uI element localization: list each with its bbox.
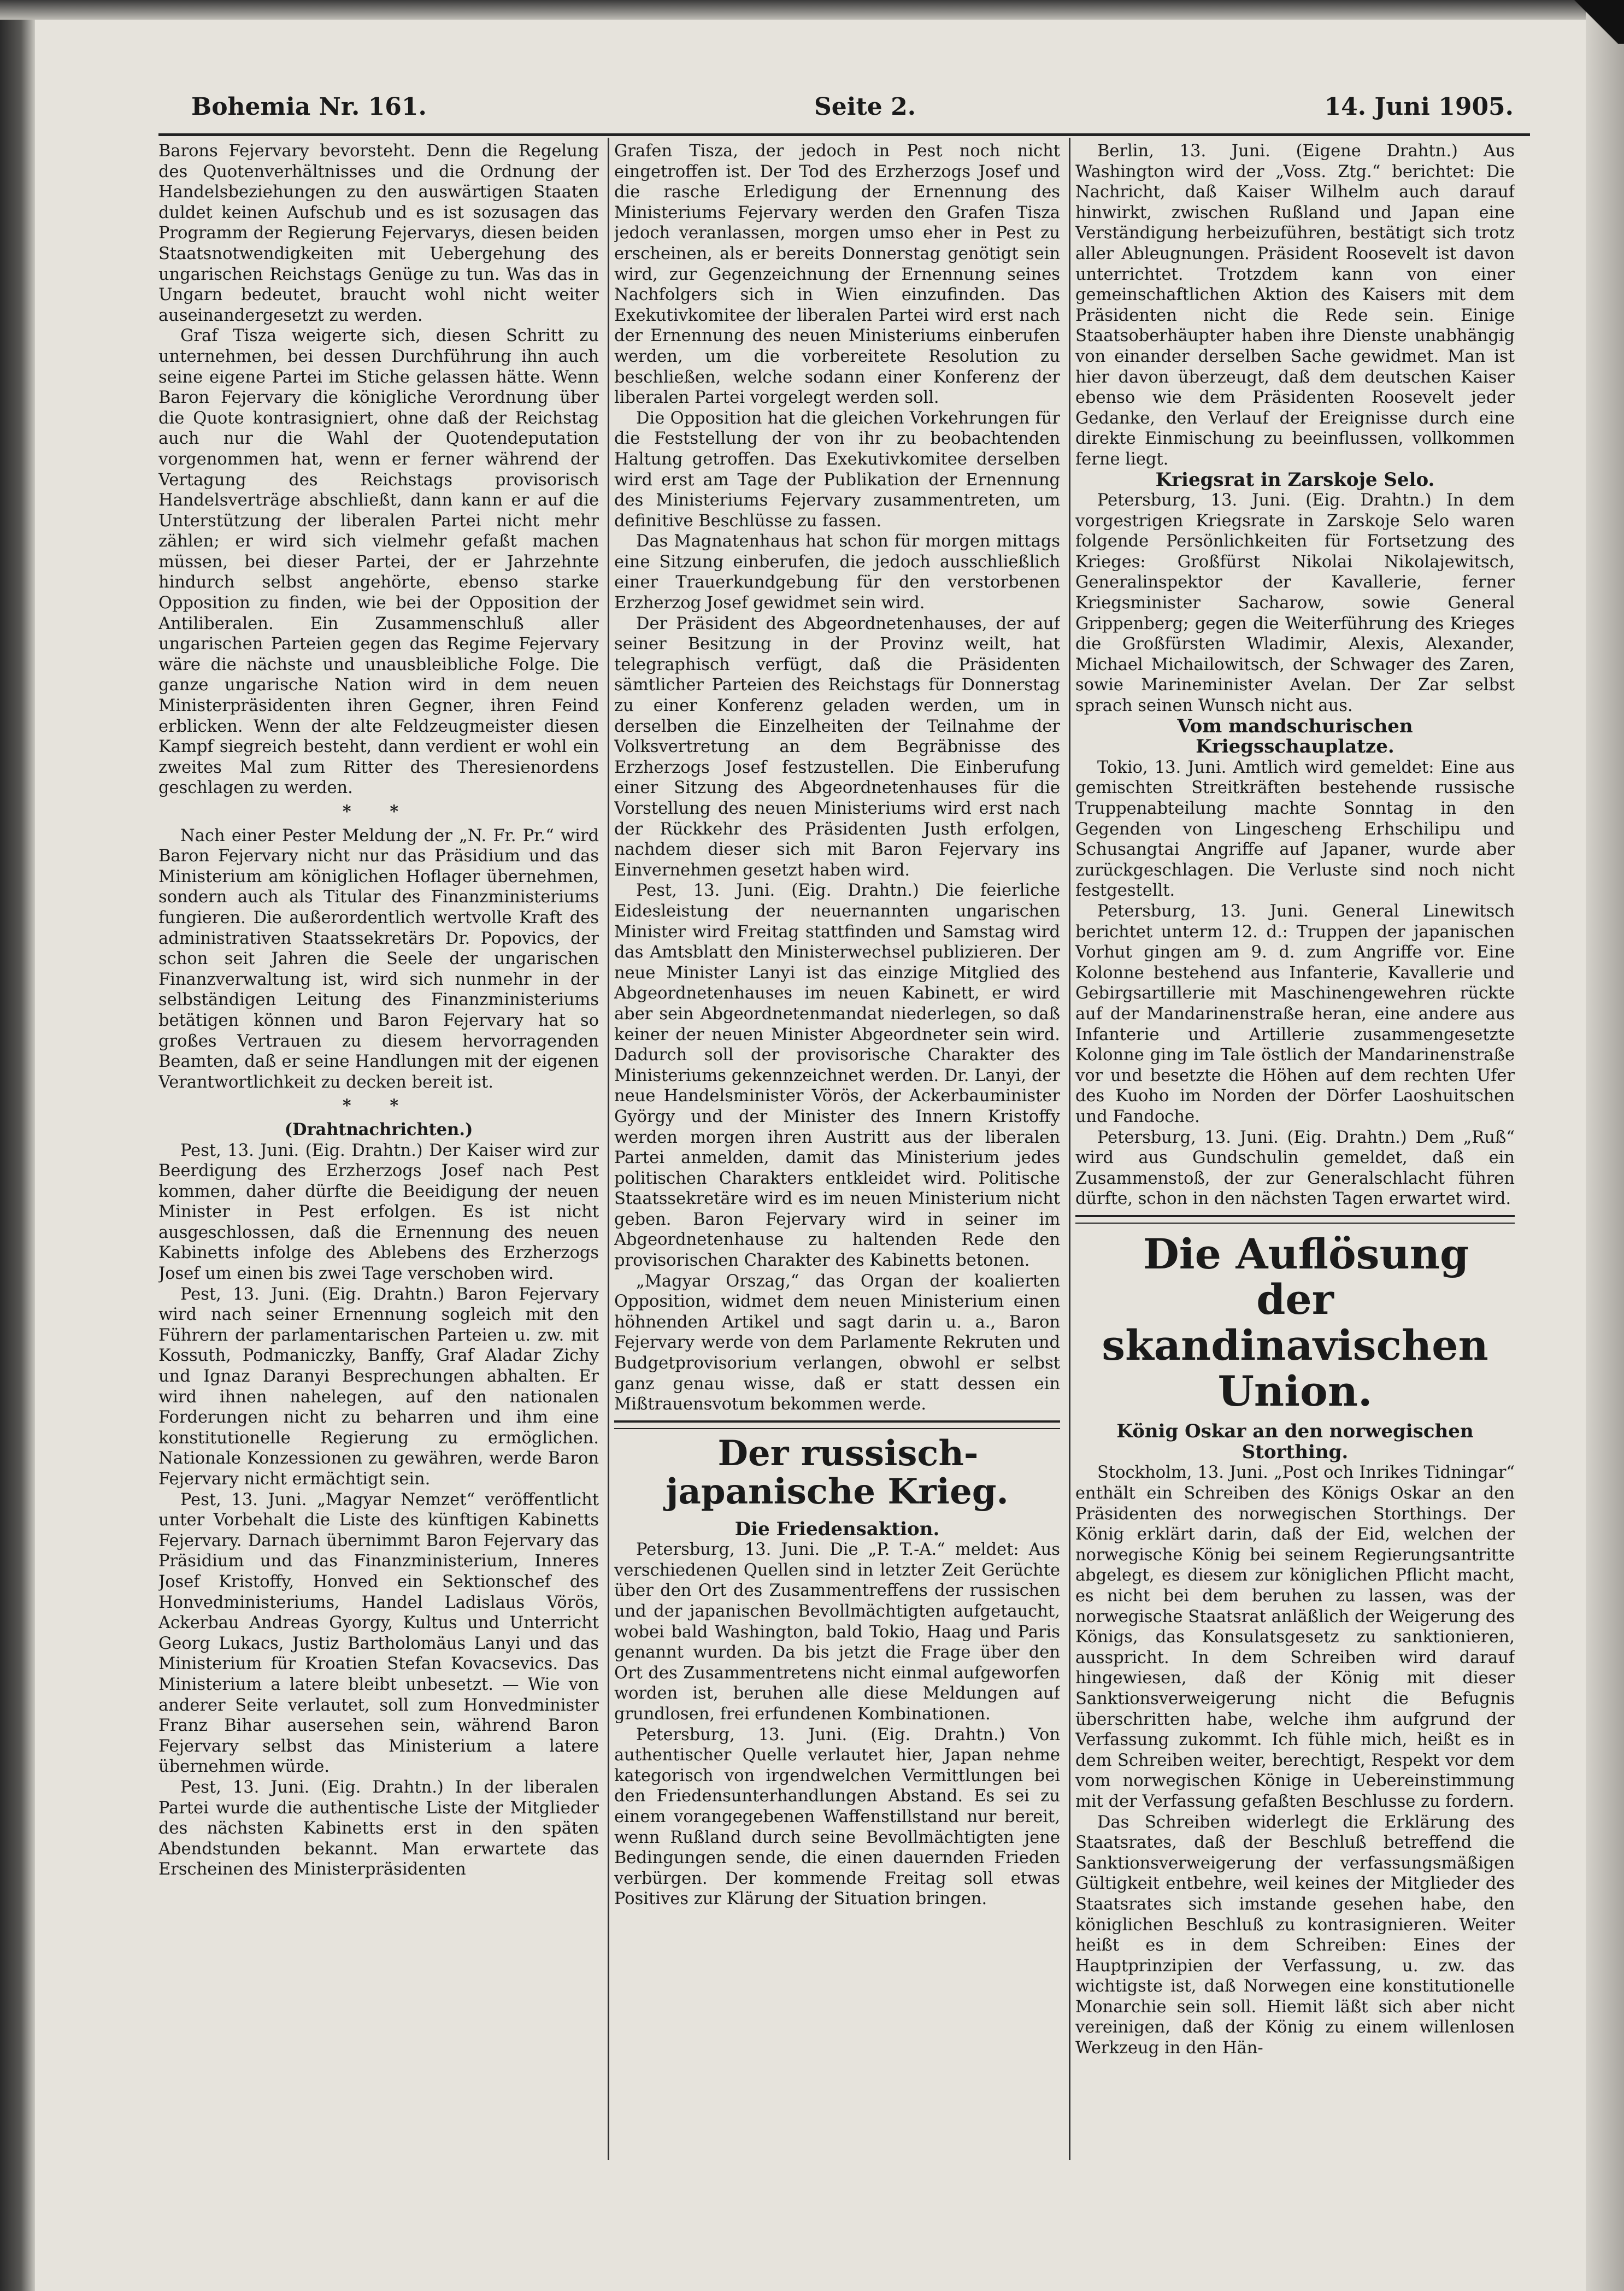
section-heading: Vom mandschurischen Kriegsschauplatze. [1177,715,1413,758]
news-item: Stockholm, 13. Juni. „Post och Inrikes Tidningar“ enthält ein Schreiben des Königs Oskar an den Präsidenten des norwegischen Storthings. Der König erklärt darin, daß der Eid, welchen der norwegische König bei seinem Regierungsantritte abgelegt, es diesem zur königlichen Pflicht macht, es nicht bei dem beruhen zu lassen, was der norwegische Staatsrat anläßlich der Weigerung des Königs, das Konsulatsgesetz zu sanktionieren, ausspricht. In dem Schreiben wird darauf hingewiesen, daß der König mit dieser Sanktionsverweigerung nicht die Befugnis überschritten habe, welche ihm aufgrund der Verfassung zukommt. Ich fühle mich, heißt es in dem Schreiben weiter, berechtigt, Respekt vor dem vom norwegischen Könige in Uebereinstimmung mit der Verfassung gefaßten Beschlusse zu fordern. [1075,1463,1515,1811]
section-title: Die Auflösung der skandinavischen Union. [1102,1229,1488,1415]
article-paragraph: Der Präsident des Abgeordnetenhauses, der auf seiner Besitzung in der Provinz weilt, hat telegraphisch verfügt, daß die Präsidenten sämtlicher Parteien des Reichstags für Donnerstag zu einer Konferenz geladen werden, um in derselben die Einzelheiten der Teilnahme der Volksvertretung an dem Begräbnisse des Erzherzogs Josef festzustellen. Die Einberufung einer Sitzung des Abgeordnetenhauses für die Vorstellung des neuen Ministeriums wird erst nach der Rückkehr des Präsidenten Justh erfolgen, nachdem dieser sich mit Baron Fejervary ins Einvernehmen gesetzt haben wird. [614,614,1060,880]
article-paragraph: Das Magnatenhaus hat schon für morgen mittags eine Sitzung einberufen, die jedoch ausschließlich einer Trauerkundgebung für den verstorbenen Erzherzog Josef gewidmet sein wird. [614,532,1060,613]
column-rule-1 [608,138,609,2160]
news-item: Petersburg, 13. Juni. (Eig. Drahtn.) In dem vorgestrigen Kriegsrate in Zarskoje Selo waren folgende Persönlichkeiten für Fortsetzung des Krieges: Großfürst Nikolai Nikolajewitsch, Generalinspektor der Kavallerie, ferner Kriegsminister Sacharow, sowie General Grippenberg; gegen die Weiterführung des Krieges die Großfürsten Wladimir, Alexis, Alexander, Michael Michailowitsch, der Schwager des Zaren, sowie Marineminister Avelan. Der Zar selbst sprach seinen Wunsch nicht aus. [1075,491,1515,716]
news-item: Pest, 13. Juni. (Eig. Drahtn.) Baron Fejervary wird nach seiner Ernennung sogleich mit den Führern der parlamentarischen Parteien u. zw. mit Kossuth, Podmaniczky, Banffy, Graf Aladar Zichy und Ignaz Daranyi Besprechungen abhalten. Er wird ihnen nahelegen, auf den nationalen Forderungen nicht zu beharren und ihm eine konstitutionelle Regierung zu ermöglichen. Nationale Konzessionen zu gewähren, werde Baron Fejervary nicht ermächtigt sein. [158,1284,599,1489]
scan-right-edge [1586,0,1624,2291]
news-item: Tokio, 13. Juni. Amtlich wird gemeldet: Eine aus gemischten Streitkräften bestehende russische Truppenabteilung machte Sonntag in den Gegenden von Lingescheng Erhschilipu und Schusangtai Angriffe auf Japaner, wurde aber zurückgeschlagen. Die Verluste sind noch nicht festgestellt. [1075,757,1515,901]
separator-stars: * * [342,1096,415,1116]
section-rule [1075,1215,1515,1224]
separator-stars: * * [342,802,415,821]
column-2 [614,141,1060,2130]
header-rule [158,133,1530,136]
news-item: Petersburg, 13. Juni. (Eig. Drahtn.) Dem „Ruß“ wird aus Gundschulin gemeldet, daß ein Zusammenstoß, der zur Generalschlacht führen dürfte, schon in den nächsten Tagen erwartet wird. [1075,1127,1515,1209]
column-1 [158,141,599,2130]
scan-top-edge [0,0,1624,20]
header-issue: Bohemia Nr. 161. [191,93,427,121]
header-date: 14. Juni 1905. [1324,93,1514,121]
news-item: Petersburg, 13. Juni. General Linewitsch berichtet unterm 12. d.: Truppen der japanischen Vorhut gingen am 9. d. zum Angriffe vor. Eine Kolonne bestehend aus Infanterie, Kavallerie und Gebirgsartillerie mit Maschinengewehren rückte auf der Mandarinenstraße heran, eine andere aus Infanterie und Artillerie zusammengesetzte Kolonne ging im Tale östlich der Mandarinenstraße vor und besetzte die Höhen auf dem rechten Ufer des Kuoho im Norden der Dörfer Laoshuitschen und Fandoche. [1075,901,1515,1126]
news-item: Berlin, 13. Juni. (Eigene Drahtn.) Aus Washington wird der „Voss. Ztg.“ berichtet: Die Nachricht, daß Kaiser Wilhelm auch darauf hinwirkt, zwischen Rußland und Japan eine Verständigung herbeizuführen, bestätigt sich trotz aller Ableugnungen. Präsident Roosevelt ist davon unterrichtet. Trotzdem kann von einer gemeinschaftlichen Aktion des Kaisers mit dem Präsidenten nicht die Rede sein. Einige Staatsoberhäupter haben ihre Dienste unabhängig von einander derselben Sache gewidmet. Man ist hier davon überzeugt, daß dem deutschen Kaiser ebenso wie dem Präsidenten Roosevelt jeder Gedanke, den Verlauf der Ereignisse durch eine direkte Einmischung zu beeinflussen, vollkommen ferne liegt. [1075,142,1515,469]
news-item: Pest, 13. Juni. „Magyar Nemzet“ veröffentlicht unter Vorbehalt die Liste des künftigen Kabinetts Fejervary. Darnach übernimmt Baron Fejervary das Präsidium und das Finanzministerium, Inneres Josef Kristoffy, Honved ein Sektionschef des Honvedministeriums, Handel Ladislaus Vörös, Ackerbau Andreas Gyorgy, Kultus und Unterricht Georg Lukacs, Justiz Bartholomäus Lanyi und das Ministerium für Kroatien Stefan Kovacsevics. Das Ministerium a latere bleibt unbesetzt. — Wie von anderer Seite verlautet, soll zum Honvedminister Franz Bihar ausersehen sein, während Baron Fejervary selbst das Ministerium a latere übernehmen würde. [158,1490,599,1777]
news-item: Pest, 13. Juni. (Eig. Drahtn.) Der Kaiser wird zur Beerdigung des Erzherzogs Josef nach Pest kommen, daher dürfte die Beeidigung der neuen Minister in Pest erfolgen. Es ist nicht ausgeschlossen, daß die Ernennung des neuen Kabinetts infolge des Ablebens des Erzherzogs Josef um einen bis zwei Tage verschoben wird. [158,1141,599,1284]
column-3 [1075,141,1515,2130]
news-item: Das Schreiben widerlegt die Erklärung des Staatsrates, daß der Beschluß betreffend die Sanktionsverweigerung der verfassungsmäßigen Gültigkeit entbehre, weil keines der Mitglieder des Staatsrates sich imstande gesehen habe, den königlichen Beschluß zu kontrasignieren. Weiter heißt es in dem Schreiben: Eines der Hauptprinzipien der Verfassung, u. zw. das wichtigste ist, daß Norwegen eine konstitutionelle Monarchie sein soll. Hiemit läßt sich aber nicht vereinigen, daß der König zu einem willenlosen Werkzeug in den Hän- [1075,1812,1515,2058]
section-rule [614,1420,1060,1429]
article-paragraph: Barons Fejervary bevorsteht. Denn die Regelung des Quotenverhältnisses und die Ordnung der Handelsbeziehungen zu den auswärtigen Staaten duldet keinen Aufschub und es ist sozusagen das Programm der Regierung Fejervarys, diesen beiden Staatsnotwendigkeiten mit Uebergehung des ungarischen Reichstags Genüge zu tun. Was das in Ungarn bedeutet, braucht wohl nicht weiter auseinandergesetzt zu werden. [158,142,599,325]
scan-corner [1558,0,1624,44]
article-paragraph: Nach einer Pester Meldung der „N. Fr. Pr.“ wird Baron Fejervary nicht nur das Präsidium und das Ministerium am königlichen Hoflager übernehmen, sondern auch als Titular des Finanzministeriums fungieren. Die außerordentlich wertvolle Kraft des administrativen Staatssekretärs Dr. Popovics, der schon seit Jahren die Seele der ungarischen Finanzverwaltung ist, wird sich nunmehr in der selbständigen Leitung des Finanzministeriums betätigen können und Baron Fejervary hat so großes Vertrauen zu diesem hervorragenden Beamten, daß er seine Handlungen mit der eigenen Verantwortlichkeit zu decken bereit ist. [158,826,599,1092]
news-item: Pest, 13. Juni. (Eig. Drahtn.) In der liberalen Partei wurde die authentische Liste der Mitglieder des nächsten Kabinetts erst in den späten Abendstunden bekannt. Man erwartete das Erscheinen des Ministerpräsidenten [158,1777,599,1879]
column-rule-2 [1069,138,1070,2160]
news-item: Petersburg, 13. Juni. Die „P. T.-A.“ meldet: Aus verschiedenen Quellen sind in letzter Zeit Gerüchte über den Ort des Zusammentreffens der russischen und der japanischen Bevollmächtigten aufgetaucht, wobei bald Washington, bald Tokio, Haag und Paris genannt wurden. Da bis jetzt die Frage über den Ort des Zusammentretens nicht einmal aufgeworfen worden ist, beruhen alle diese Meldungen auf grundlosen, frei erfundenen Kombinationen. [614,1540,1060,1724]
news-item: Petersburg, 13. Juni. (Eig. Drahtn.) Von authentischer Quelle verlautet hier, Japan nehme kategorisch von irgendwelchen Vermittlungen bei den Friedensunterhandlungen Abstand. Es sei zu einem vorangegebenen Waffenstillstand nur bereit, wenn Rußland durch seine Bevollmächtigten jene Bedingungen sende, die einen dauernden Frieden verbürgen. Der kommende Freitag soll etwas Positives zur Klärung der Situation bringen. [614,1725,1060,1909]
page-header [191,93,1514,131]
section-heading: (Drahtnachrichten.) [284,1119,473,1139]
header-page-number: Seite 2. [814,93,916,121]
article-paragraph: Graf Tisza weigerte sich, diesen Schritt zu unternehmen, bei dessen Durchführung ihn auch seine eigene Partei im Stiche gelassen hätte. Wenn Baron Fejervary die königliche Verordnung über die Quote kontrasigniert, ohne daß der Reichstag auch nur die Wahl der Quotendeputation vorgenommen hat, wenn er ferner während der Vertagung des Reichstags provisorisch Handelsverträge abschließt, dann kann er auf die Unterstützung der liberalen Partei nicht mehr zählen; er wird sich vielmehr gefaßt machen müssen, bei dieser Partei, der er Jahrzehnte hindurch selbst angehörte, ebenso starke Opposition zu finden, wie bei der Opposition der Antiliberalen. Ein Zusammenschluß aller ungarischen Parteien gegen das Regime Fejervary wäre die nächste und unausbleibliche Folge. Die ganze ungarische Nation wird in dem neuen Ministerpräsidenten ihren Gegner, ihren Feind erblicken. Wenn der alte Feldzeugmeister diesen Kampf siegreich besteht, dann verdient er wohl ein zweites Mal zum Ritter des Theresienordens geschlagen zu werden. [158,326,599,798]
section-subtitle: König Oskar an den norwegischen Storthing. [1116,1420,1474,1463]
section-subtitle: Die Friedensaktion. [734,1518,940,1540]
scan-left-edge [0,0,35,2291]
news-item: Pest, 13. Juni. (Eig. Drahtn.) Die feierliche Eidesleistung der neuernannten ungarischen Minister wird Freitag stattfinden und Samstag wird das Amtsblatt den Ministerwechsel publizieren. Der neue Minister Lanyi ist das einzige Mitglied des Abgeordnetenhauses im neuen Kabinett, er wird aber sein Abgeordnetenmandat niederlegen, so daß keiner der neuen Minister Abgeordneter sein wird. Dadurch soll der provisorische Charakter des Ministeriums gekennzeichnet werden. Dr. Lanyi, der neue Handelsminister Vörös, der Ackerbauminister György und der Minister des Innern Kristoffy werden morgen ihren Austritt aus der liberalen Partei anmelden, damit das Ministerium jedes politischen Charakters entkleidet wird. Politische Staatssekretäre wird es im neuen Ministerium nicht geben. Baron Fejervary wird in seiner im Abgeordnetenhause zu haltenden Rede den provisorischen Charakter des Kabinetts betonen. [614,881,1060,1271]
news-item: „Magyar Orszag,“ das Organ der koalierten Opposition, widmet dem neuen Ministerium einen höhnenden Artikel und sagt darin u. a., Baron Fejervary werde von dem Parlamente Rekruten und Budgetprovisorium verlangen, obwohl er selbst ganz genau wisse, daß er statt dessen ein Mißtrauensvotum bekommen werde. [614,1271,1060,1414]
article-paragraph: Die Opposition hat die gleichen Vorkehrungen für die Feststellung der von ihr zu beobachtenden Haltung getroffen. Das Exekutivkomitee derselben wird erst am Tage der Publikation der Ernennung des Ministeriums Fejervary zusammentreten, um definitive Beschlüsse zu fassen. [614,408,1060,531]
section-title: Der russisch-japanische Krieg. [666,1432,1009,1513]
article-paragraph: Grafen Tisza, der jedoch in Pest noch nicht eingetroffen ist. Der Tod des Erzherzogs Josef und die rasche Erledigung der Ernennung des Ministeriums Fejervary werden den Grafen Tisza jedoch veranlassen, morgen umso eher in Pest zu erscheinen, als er bereits Donnerstag genötigt sein wird, zur Gegenzeichnung der Ernennung seines Nachfolgers sich in Wien einzufinden. Das Exekutivkomitee der liberalen Partei wird erst nach der Ernennung des neuen Ministeriums einberufen werden, um die vorbereitete Resolution zu beschließen, welche sodann einer Konferenz der liberalen Partei vorgelegt werden soll. [614,142,1060,408]
section-heading: Kriegsrat in Zarskoje Selo. [1155,468,1435,491]
